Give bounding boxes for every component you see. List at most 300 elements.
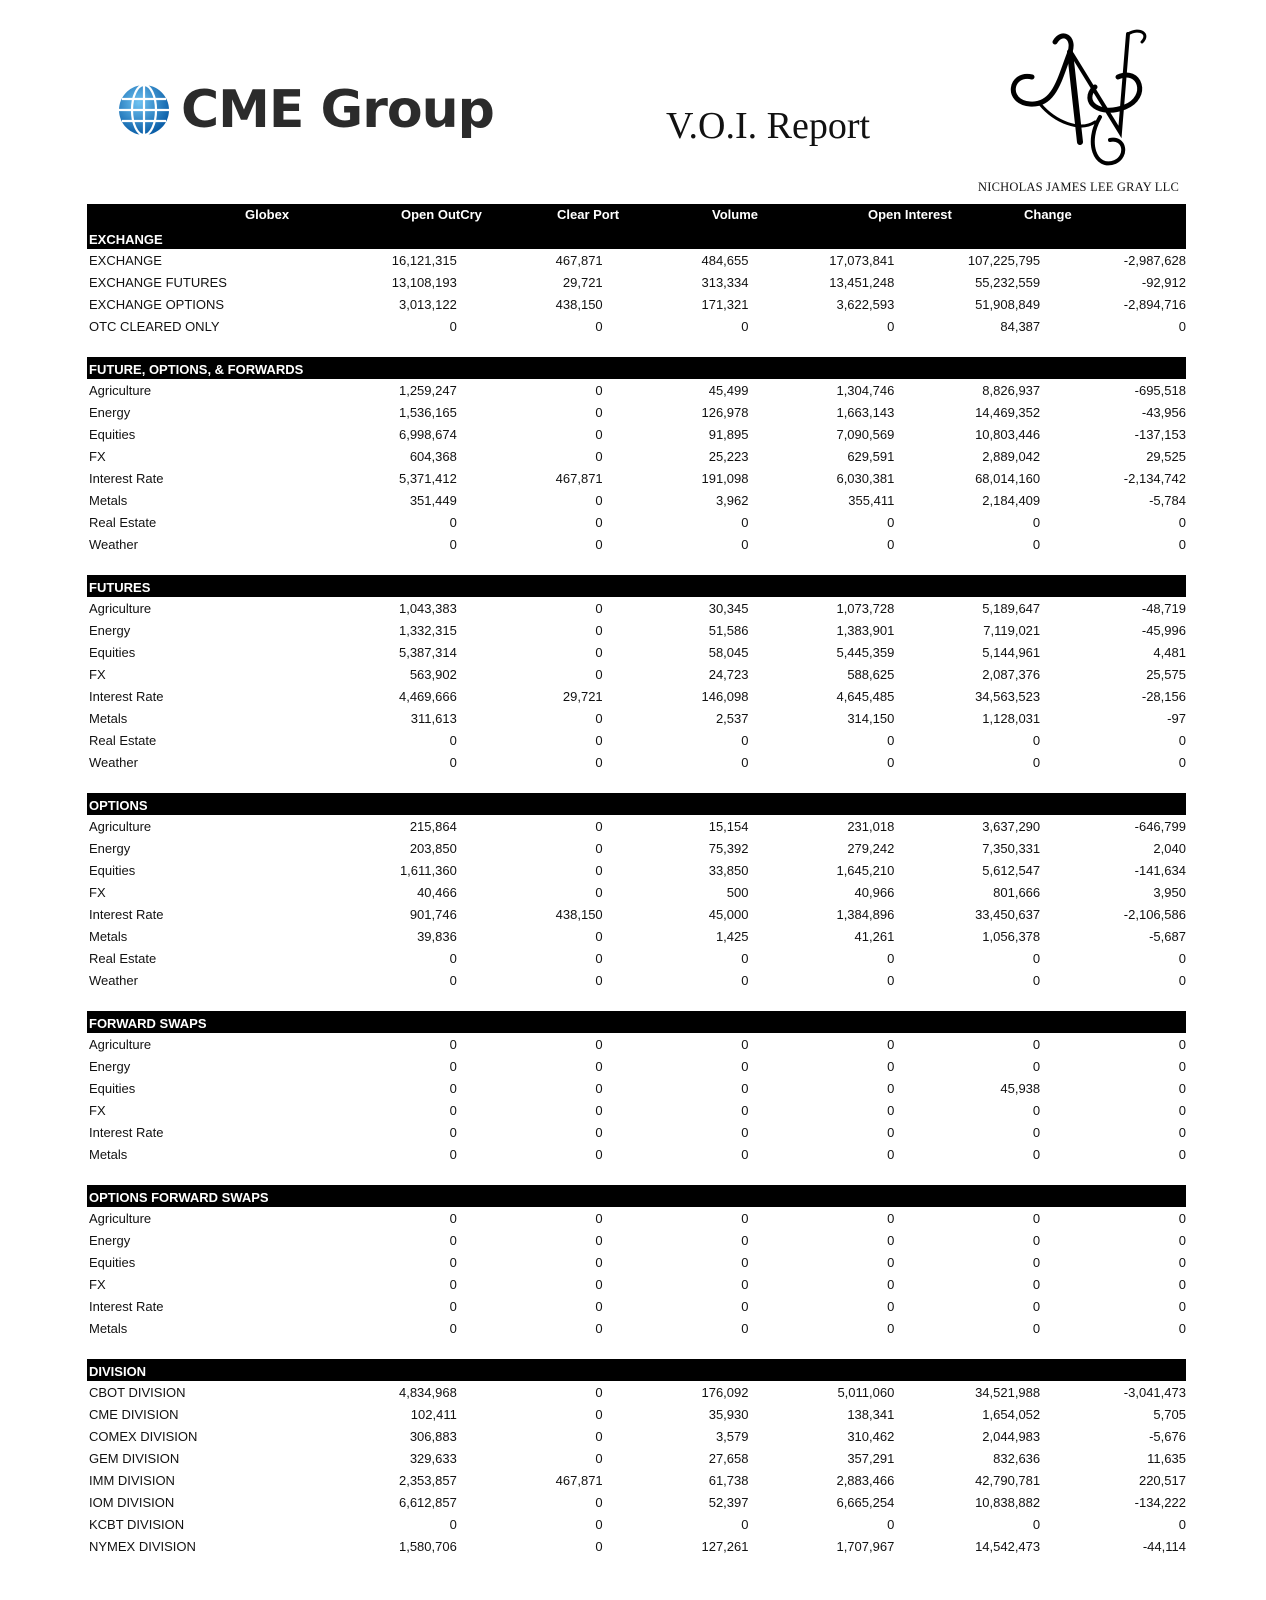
section-header: FUTURE, OPTIONS, & FORWARDS xyxy=(87,357,1186,379)
table-cell: 0 xyxy=(887,972,895,988)
table-cell: 138,341 xyxy=(847,1406,895,1422)
table-cell: 0 xyxy=(595,818,603,834)
row-label: Interest Rate xyxy=(89,906,164,922)
table-cell: 1,645,210 xyxy=(836,862,895,878)
table-cell: 0 xyxy=(741,1058,749,1074)
table-cell: 14,469,352 xyxy=(975,404,1041,420)
table-row xyxy=(87,729,1186,751)
table-cell: -141,634 xyxy=(1134,862,1186,878)
table-cell: 17,073,841 xyxy=(829,252,895,268)
table-row xyxy=(87,707,1186,729)
table-cell: 0 xyxy=(887,1124,895,1140)
row-label: Interest Rate xyxy=(89,1124,164,1140)
table-cell: 306,883 xyxy=(409,1428,457,1444)
table-cell: 10,803,446 xyxy=(975,426,1041,442)
table-row xyxy=(87,533,1186,555)
row-label: Equities xyxy=(89,1080,136,1096)
table-cell: 0 xyxy=(449,1102,457,1118)
table-cell: 0 xyxy=(595,1428,603,1444)
table-cell: 0 xyxy=(595,1254,603,1270)
table-cell: 0 xyxy=(741,1146,749,1162)
table-cell: 2,044,983 xyxy=(982,1428,1041,1444)
table-cell: 55,232,559 xyxy=(975,274,1041,290)
table-cell: 15,154 xyxy=(708,818,749,834)
column-header-bar xyxy=(87,204,1186,227)
table-cell: 0 xyxy=(595,1276,603,1292)
table-cell: 0 xyxy=(1032,1146,1041,1162)
table-cell: 41,261 xyxy=(854,928,895,944)
row-label: Metals xyxy=(89,1146,128,1162)
table-cell: 91,895 xyxy=(708,426,749,442)
table-cell: 0 xyxy=(1178,1036,1186,1052)
row-label: Weather xyxy=(89,972,138,988)
table-cell: 0 xyxy=(741,536,749,552)
table-cell: 0 xyxy=(1178,1276,1186,1292)
table-cell: 34,563,523 xyxy=(975,688,1041,704)
table-cell: 45,499 xyxy=(708,382,749,398)
row-label: FX xyxy=(89,884,106,900)
table-cell: 3,637,290 xyxy=(982,818,1041,834)
table-cell: 0 xyxy=(595,536,603,552)
table-cell: 0 xyxy=(595,1538,603,1554)
row-label: Weather xyxy=(89,536,138,552)
table-cell: 0 xyxy=(1032,1320,1041,1336)
table-cell: 0 xyxy=(449,1036,457,1052)
row-label: Metals xyxy=(89,928,128,944)
table-cell: 438,150 xyxy=(555,296,603,312)
table-cell: 7,350,331 xyxy=(982,840,1041,856)
table-cell: 1,425 xyxy=(715,928,749,944)
table-cell: 0 xyxy=(595,1058,603,1074)
row-label: Agriculture xyxy=(89,382,152,398)
table-cell: 220,517 xyxy=(1138,1472,1186,1488)
table-cell: 0 xyxy=(595,862,603,878)
section xyxy=(87,1359,1186,1557)
table-cell: 0 xyxy=(1032,1210,1041,1226)
table-cell: 1,332,315 xyxy=(398,622,457,638)
table-cell: 51,586 xyxy=(708,622,749,638)
row-label: EXCHANGE FUTURES xyxy=(89,274,227,290)
table-cell: 2,883,466 xyxy=(836,1472,895,1488)
table-cell: 7,119,021 xyxy=(983,622,1041,638)
table-cell: -137,153 xyxy=(1134,426,1186,442)
table-cell: 0 xyxy=(1178,1146,1186,1162)
table-cell: 1,259,247 xyxy=(398,382,457,398)
row-label: FX xyxy=(89,1102,106,1118)
table-cell: 2,889,042 xyxy=(982,448,1041,464)
logo-text: CME Group xyxy=(181,80,494,140)
table-cell: 0 xyxy=(1178,1232,1186,1248)
table-cell: 6,998,674 xyxy=(398,426,457,442)
table-cell: 901,746 xyxy=(409,906,457,922)
table-cell: 0 xyxy=(1178,950,1186,966)
column-header-globex: Globex xyxy=(245,207,290,222)
table-row xyxy=(87,1295,1186,1317)
table-cell: 0 xyxy=(887,1210,895,1226)
table-cell: 52,397 xyxy=(708,1494,749,1510)
section xyxy=(87,575,1186,773)
table-cell: 0 xyxy=(1032,754,1041,770)
table-cell: -646,799 xyxy=(1134,818,1186,834)
table-cell: 0 xyxy=(1032,1036,1041,1052)
table-cell: 34,521,988 xyxy=(975,1384,1041,1400)
table-cell: 0 xyxy=(449,972,457,988)
table-cell: 604,368 xyxy=(409,448,457,464)
table-cell: 0 xyxy=(595,514,603,530)
table-cell: 0 xyxy=(449,1124,457,1140)
table-row xyxy=(87,1381,1186,1403)
table-cell: 0 xyxy=(741,1036,749,1052)
table-cell: 588,625 xyxy=(847,666,895,682)
table-cell: 45,000 xyxy=(708,906,749,922)
table-cell: 2,353,857 xyxy=(398,1472,457,1488)
table-row xyxy=(87,903,1186,925)
table-row xyxy=(87,597,1186,619)
column-header-volume: Volume xyxy=(712,207,758,222)
table-cell: 0 xyxy=(1032,1254,1041,1270)
table-cell: 0 xyxy=(1178,1320,1186,1336)
table-cell: 3,950 xyxy=(1153,884,1186,900)
table-cell: 0 xyxy=(449,1232,457,1248)
table-cell: 25,575 xyxy=(1146,666,1186,682)
report-title: V.O.I. Report xyxy=(666,105,871,147)
table-row xyxy=(87,1513,1186,1535)
table-cell: 127,261 xyxy=(701,1538,749,1554)
row-label: EXCHANGE xyxy=(89,252,162,268)
table-cell: 171,321 xyxy=(701,296,749,312)
table-cell: 0 xyxy=(595,1450,603,1466)
table-cell: 0 xyxy=(887,1298,895,1314)
row-label: Equities xyxy=(89,862,136,878)
table-cell: 0 xyxy=(741,1124,749,1140)
row-label: Real Estate xyxy=(89,950,157,966)
table-cell: 279,242 xyxy=(847,840,895,856)
row-label: Real Estate xyxy=(89,514,157,530)
table-cell: 0 xyxy=(595,1080,603,1096)
table-cell: 39,836 xyxy=(417,928,457,944)
row-label: Energy xyxy=(89,840,131,856)
table-cell: 0 xyxy=(1178,754,1186,770)
table-cell: 0 xyxy=(595,1298,603,1314)
table-cell: 0 xyxy=(887,1102,895,1118)
table-cell: 3,962 xyxy=(715,492,749,508)
table-cell: 75,392 xyxy=(708,840,749,856)
table-cell: 0 xyxy=(741,732,749,748)
table-row xyxy=(87,685,1186,707)
table-cell: 0 xyxy=(887,318,895,334)
table-cell: 0 xyxy=(1032,1124,1041,1140)
table-cell: 6,612,857 xyxy=(398,1494,457,1510)
table-cell: 0 xyxy=(1178,1298,1186,1314)
table-cell: 40,466 xyxy=(417,884,457,900)
row-label: Real Estate xyxy=(89,732,157,748)
table-cell: 13,451,248 xyxy=(829,274,895,290)
table-cell: 0 xyxy=(1032,950,1041,966)
table-cell: 4,834,968 xyxy=(398,1384,457,1400)
row-label: Energy xyxy=(89,1058,131,1074)
table-cell: 5,387,314 xyxy=(398,644,457,660)
table-cell: 355,411 xyxy=(848,492,895,508)
table-cell: 0 xyxy=(449,536,457,552)
table-row xyxy=(87,619,1186,641)
table-cell: 0 xyxy=(595,1146,603,1162)
row-label: Metals xyxy=(89,492,128,508)
table-cell: 35,930 xyxy=(708,1406,749,1422)
sections-container xyxy=(87,227,1186,1557)
row-label: Metals xyxy=(89,1320,128,1336)
table-cell: 0 xyxy=(595,404,603,420)
cme-group-logo xyxy=(117,78,494,142)
table-cell: 5,011,060 xyxy=(837,1384,895,1400)
row-label: Equities xyxy=(89,426,136,442)
table-cell: 0 xyxy=(449,1516,457,1532)
section xyxy=(87,1011,1186,1165)
table-cell: 4,469,666 xyxy=(398,688,457,704)
table-cell: 314,150 xyxy=(847,710,895,726)
table-row xyxy=(87,1143,1186,1165)
table-cell: 2,040 xyxy=(1153,840,1186,856)
table-row xyxy=(87,293,1186,315)
table-cell: 0 xyxy=(887,1080,895,1096)
row-label: FX xyxy=(89,666,106,682)
table-cell: 5,612,547 xyxy=(982,862,1041,878)
table-cell: 0 xyxy=(595,448,603,464)
table-cell: 102,411 xyxy=(410,1406,457,1422)
table-cell: 0 xyxy=(1032,1298,1041,1314)
section xyxy=(87,227,1186,337)
table-cell: 40,966 xyxy=(854,884,895,900)
table-cell: 29,525 xyxy=(1146,448,1186,464)
table-cell: 1,128,031 xyxy=(982,710,1041,726)
table-cell: 8,826,937 xyxy=(982,382,1041,398)
row-label: Weather xyxy=(89,754,138,770)
table-cell: 0 xyxy=(741,972,749,988)
section-header: FUTURES xyxy=(87,575,1186,597)
table-cell: 5,445,359 xyxy=(836,644,895,660)
table-cell: 10,838,882 xyxy=(975,1494,1041,1510)
table-cell: 0 xyxy=(1032,1232,1041,1248)
table-cell: 0 xyxy=(887,1232,895,1248)
table-row xyxy=(87,881,1186,903)
table-row xyxy=(87,925,1186,947)
table-row xyxy=(87,249,1186,271)
row-label: Agriculture xyxy=(89,818,152,834)
column-header-open-interest: Open Interest xyxy=(868,207,952,222)
table-row xyxy=(87,641,1186,663)
table-cell: 215,864 xyxy=(409,818,457,834)
table-cell: 0 xyxy=(1178,1516,1186,1532)
row-label: FX xyxy=(89,1276,106,1292)
table-cell: 0 xyxy=(449,1320,457,1336)
row-label: Metals xyxy=(89,710,128,726)
table-cell: 146,098 xyxy=(701,688,749,704)
table-cell: 0 xyxy=(1032,536,1041,552)
table-cell: 0 xyxy=(741,950,749,966)
row-label: NYMEX DIVISION xyxy=(89,1538,196,1554)
table-cell: 5,705 xyxy=(1153,1406,1186,1422)
table-row xyxy=(87,1033,1186,1055)
table-cell: 0 xyxy=(449,950,457,966)
table-cell: 484,655 xyxy=(701,252,749,268)
table-cell: 801,666 xyxy=(993,884,1041,900)
table-cell: 0 xyxy=(595,1406,603,1422)
table-cell: 1,383,901 xyxy=(836,622,895,638)
row-label: IOM DIVISION xyxy=(89,1494,175,1510)
table-row xyxy=(87,1229,1186,1251)
table-cell: 0 xyxy=(595,600,603,616)
table-cell: 0 xyxy=(595,1124,603,1140)
table-row xyxy=(87,1055,1186,1077)
table-cell: 0 xyxy=(595,928,603,944)
table-cell: 4,645,485 xyxy=(836,688,895,704)
row-label: GEM DIVISION xyxy=(89,1450,180,1466)
table-cell: 0 xyxy=(1178,1124,1186,1140)
table-cell: 1,707,967 xyxy=(836,1538,895,1554)
row-label: Agriculture xyxy=(89,1210,152,1226)
table-cell: 0 xyxy=(595,972,603,988)
table-cell: 3,013,122 xyxy=(398,296,457,312)
table-cell: 51,908,849 xyxy=(975,296,1041,312)
row-label: Energy xyxy=(89,404,131,420)
row-label: EXCHANGE OPTIONS xyxy=(89,296,225,312)
table-cell: 0 xyxy=(741,1298,749,1314)
table-cell: -2,894,716 xyxy=(1123,296,1186,312)
section xyxy=(87,357,1186,555)
table-cell: -92,912 xyxy=(1141,274,1186,290)
table-cell: 0 xyxy=(595,382,603,398)
table-cell: 4,481 xyxy=(1153,644,1186,660)
table-row xyxy=(87,1251,1186,1273)
table-cell: 0 xyxy=(887,1036,895,1052)
table-cell: 0 xyxy=(595,666,603,682)
table-cell: 16,121,315 xyxy=(391,252,457,268)
row-label: COMEX DIVISION xyxy=(89,1428,198,1444)
table-cell: 0 xyxy=(741,1232,749,1248)
table-cell: 357,291 xyxy=(847,1450,895,1466)
table-cell: 313,334 xyxy=(701,274,749,290)
table-cell: -2,134,742 xyxy=(1123,470,1186,486)
table-cell: 0 xyxy=(1032,732,1041,748)
table-cell: 329,633 xyxy=(409,1450,457,1466)
table-cell: 0 xyxy=(595,1384,603,1400)
table-cell: 0 xyxy=(887,950,895,966)
table-row xyxy=(87,1317,1186,1339)
table-cell: 58,045 xyxy=(708,644,749,660)
table-cell: 13,108,193 xyxy=(391,274,457,290)
table-row xyxy=(87,1535,1186,1557)
table-cell: 0 xyxy=(595,644,603,660)
table-cell: 0 xyxy=(1178,514,1186,530)
table-cell: 563,902 xyxy=(409,666,457,682)
table-cell: 351,449 xyxy=(409,492,457,508)
table-cell: 27,658 xyxy=(708,1450,749,1466)
table-row xyxy=(87,1099,1186,1121)
table-row xyxy=(87,1121,1186,1143)
company-name: NICHOLAS JAMES LEE GRAY LLC xyxy=(978,180,1180,194)
table-row xyxy=(87,445,1186,467)
table-cell: 3,579 xyxy=(715,1428,749,1444)
table-row xyxy=(87,751,1186,773)
table-cell: 0 xyxy=(449,318,457,334)
table-cell: 1,043,383 xyxy=(398,600,457,616)
table-cell: 1,654,052 xyxy=(982,1406,1041,1422)
table-row xyxy=(87,859,1186,881)
row-label: Interest Rate xyxy=(89,1298,164,1314)
row-label: CME DIVISION xyxy=(89,1406,179,1422)
section-header: OPTIONS xyxy=(87,793,1186,815)
table-row xyxy=(87,1273,1186,1295)
table-cell: 0 xyxy=(595,950,603,966)
table-cell: 0 xyxy=(595,1232,603,1248)
table-cell: 68,014,160 xyxy=(975,470,1041,486)
section xyxy=(87,793,1186,991)
table-cell: 0 xyxy=(595,754,603,770)
table-cell: 0 xyxy=(741,1254,749,1270)
table-cell: 1,056,378 xyxy=(982,928,1041,944)
table-cell: 5,144,961 xyxy=(982,644,1041,660)
table-cell: 61,738 xyxy=(708,1472,749,1488)
table-cell: 203,850 xyxy=(409,840,457,856)
table-cell: 2,087,376 xyxy=(982,666,1041,682)
table-cell: 0 xyxy=(1178,1210,1186,1226)
table-row xyxy=(87,315,1186,337)
table-cell: -44,114 xyxy=(1142,1538,1186,1554)
table-row xyxy=(87,423,1186,445)
table-cell: 0 xyxy=(595,840,603,856)
globe-icon xyxy=(117,83,171,137)
table-cell: 33,850 xyxy=(708,862,749,878)
table-cell: 0 xyxy=(449,754,457,770)
table-cell: 0 xyxy=(1178,732,1186,748)
table-cell: 0 xyxy=(595,1102,603,1118)
table-cell: 0 xyxy=(741,1516,749,1532)
table-cell: 1,580,706 xyxy=(398,1538,457,1554)
section-header: EXCHANGE xyxy=(87,227,1186,249)
table-cell: 0 xyxy=(595,1036,603,1052)
table-row xyxy=(87,837,1186,859)
table-cell: 14,542,473 xyxy=(975,1538,1041,1554)
table-cell: 29,721 xyxy=(562,274,603,290)
table-cell: 0 xyxy=(741,1102,749,1118)
column-header-open-outcry: Open OutCry xyxy=(401,207,482,222)
table-cell: 0 xyxy=(1178,1080,1186,1096)
row-label: Energy xyxy=(89,622,131,638)
table-cell: 0 xyxy=(595,318,603,334)
table-cell: 0 xyxy=(449,1210,457,1226)
table-cell: 0 xyxy=(1178,972,1186,988)
table-cell: -2,106,586 xyxy=(1123,906,1186,922)
table-cell: -5,687 xyxy=(1149,928,1186,944)
table-cell: 5,371,412 xyxy=(398,470,457,486)
row-label: IMM DIVISION xyxy=(89,1472,175,1488)
table-row xyxy=(87,1425,1186,1447)
table-cell: 0 xyxy=(887,754,895,770)
table-cell: 0 xyxy=(595,732,603,748)
table-cell: 0 xyxy=(449,1276,457,1292)
table-cell: 1,384,896 xyxy=(836,906,895,922)
table-cell: 0 xyxy=(1032,1516,1041,1532)
table-cell: 0 xyxy=(1178,1254,1186,1270)
table-cell: 2,184,409 xyxy=(982,492,1041,508)
table-cell: 0 xyxy=(1032,1102,1041,1118)
table-cell: 6,665,254 xyxy=(836,1494,895,1510)
row-label: Agriculture xyxy=(89,600,152,616)
table-cell: 0 xyxy=(595,1516,603,1532)
table-cell: 7,090,569 xyxy=(836,426,895,442)
table-cell: 0 xyxy=(1032,1058,1041,1074)
table-cell: 0 xyxy=(1178,318,1186,334)
table-cell: 0 xyxy=(449,1254,457,1270)
